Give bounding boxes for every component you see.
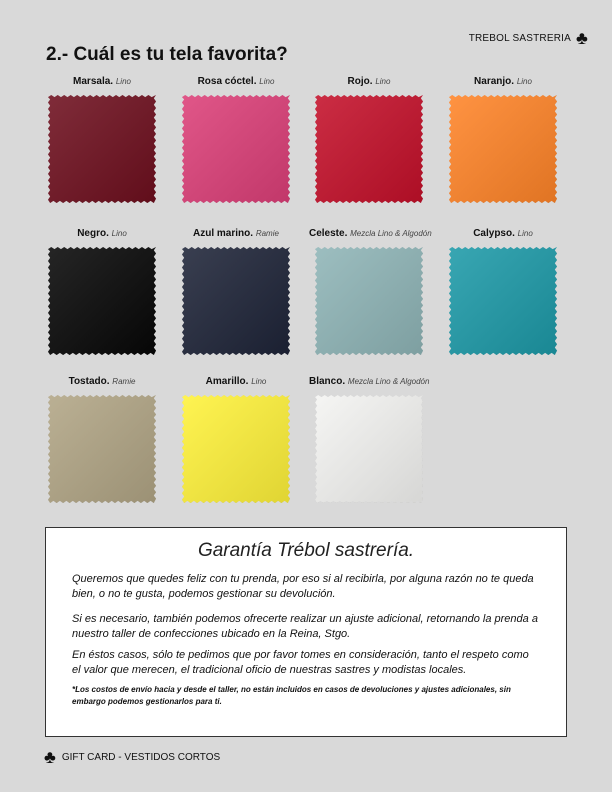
swatch-fabric-type: Ramie <box>255 229 279 238</box>
fabric-swatch <box>449 95 557 203</box>
swatch-label <box>443 76 563 90</box>
guarantee-footnote: *Los costos de envío hacia y desde el taller, no están incluidos en casos de devoluciones y ajustes adicionales, sin embargo podemos gestionarlos para ti. <box>72 685 511 706</box>
swatch-name: Rosa cóctel. <box>197 76 257 87</box>
guarantee-title: Garantía Trébol sastrería. <box>197 540 415 561</box>
fabric-swatch-item <box>176 76 296 203</box>
swatch-label <box>42 376 162 390</box>
page-footer <box>44 749 220 765</box>
fabric-swatch-item <box>176 376 296 503</box>
swatch-label <box>176 228 296 242</box>
swatch-fabric-type: Mezcla Lino & Algodón <box>347 377 430 386</box>
swatch-name: Blanco. <box>309 376 346 387</box>
swatch-fabric-type: Mezcla Lino & Algodón <box>350 229 432 238</box>
swatch-label <box>309 376 429 390</box>
swatch-name: Celeste. <box>309 228 348 239</box>
fabric-swatch <box>48 247 156 355</box>
fabric-swatch <box>182 395 290 503</box>
fabric-swatch <box>48 95 156 203</box>
swatch-label <box>309 228 432 242</box>
fabric-swatch <box>315 95 423 203</box>
fabric-swatch-item <box>176 228 296 355</box>
swatch-label <box>176 376 296 390</box>
fabric-swatch-item <box>309 228 432 355</box>
swatch-name: Calypso. <box>473 228 515 239</box>
swatch-name: Amarillo. <box>205 376 249 387</box>
swatch-label <box>309 76 429 90</box>
fabric-swatch <box>315 247 423 355</box>
swatch-name: Azul marino. <box>193 228 254 239</box>
swatch-label <box>443 228 563 242</box>
fabric-swatch-item <box>42 228 162 355</box>
swatch-fabric-type: Lino <box>251 377 267 386</box>
swatch-fabric-type: Lino <box>375 77 391 86</box>
swatch-name: Tostado. <box>68 376 110 387</box>
fabric-swatch-item <box>42 376 162 503</box>
swatch-fabric-type: Ramie <box>112 377 136 386</box>
fabric-swatch <box>48 395 156 503</box>
swatch-fabric-type: Lino <box>517 229 533 238</box>
swatch-label <box>42 228 162 242</box>
fabric-swatch-item <box>42 76 162 203</box>
swatch-name: Naranjo. <box>474 76 515 87</box>
fabric-swatch-item <box>443 228 563 355</box>
page-title: 2.- Cuál es tu tela favorita? <box>46 44 288 65</box>
fabric-swatch <box>182 247 290 355</box>
swatch-fabric-type: Lino <box>259 77 275 86</box>
footer-text: GIFT CARD - VESTIDOS CORTOS <box>61 751 221 763</box>
guarantee-paragraph-2: Si es necesario, también podemos ofrecerte realizar un ajuste adicional, retornando la prenda a nuestro taller de confecciones ubicado en la Reina, Stgo. <box>72 613 538 640</box>
swatch-label <box>42 76 162 90</box>
guarantee-paragraph-1: Queremos que quedes feliz con tu prenda, por eso si al recibirla, por alguna razón no te queda bien, o no te gusta, podemos gestionar su devolución. <box>72 573 534 600</box>
swatch-name: Rojo. <box>347 76 373 87</box>
guarantee-box <box>45 527 567 737</box>
fabric-swatch <box>315 395 423 503</box>
swatch-fabric-type: Lino <box>115 77 131 86</box>
swatch-name: Marsala. <box>73 76 114 87</box>
swatch-name: Negro. <box>77 228 109 239</box>
fabric-swatch-item <box>309 376 429 503</box>
fabric-swatch <box>449 247 557 355</box>
fabric-swatch-item <box>309 76 429 203</box>
fabric-swatch <box>182 95 290 203</box>
club-icon: ♣ <box>575 28 588 48</box>
swatch-fabric-type: Lino <box>111 229 127 238</box>
club-icon: ♣ <box>44 747 56 767</box>
brand-name: TREBOL SASTRERIA <box>468 32 571 44</box>
fabric-swatch-item <box>443 76 563 203</box>
swatch-label <box>176 76 296 90</box>
swatch-fabric-type: Lino <box>516 77 532 86</box>
guarantee-paragraph-3: En éstos casos, sólo te pedimos que por favor tomes en consideración, tanto el respeto como el valor que merecen, el tradicional oficio de nuestras sastres y modistas locales. <box>72 649 529 676</box>
